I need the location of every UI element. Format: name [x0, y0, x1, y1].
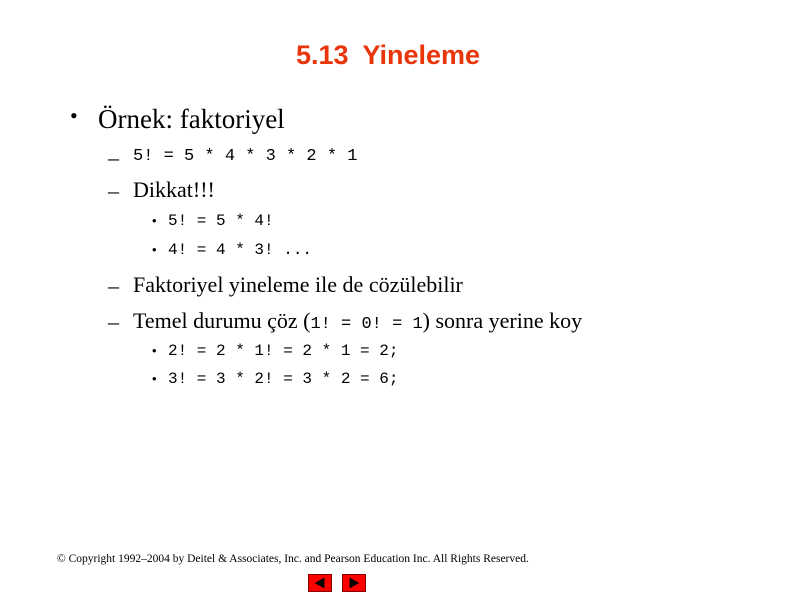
section-number: 5.13 — [295, 40, 349, 70]
previous-slide-button[interactable] — [308, 574, 332, 592]
next-slide-button[interactable] — [342, 574, 366, 592]
slide-title — [0, 40, 776, 71]
dash-mark: – — [108, 273, 119, 298]
dot-mark: • — [152, 343, 157, 358]
code-text: 3! = 3 * 2! = 3 * 2 = 6; — [168, 370, 399, 388]
subbullet-text: Dikkat!!! — [133, 177, 215, 202]
dash-mark: – — [108, 178, 119, 203]
right-arrow-icon — [343, 575, 365, 591]
dash-mark: – — [108, 145, 119, 170]
text-suffix: ) sonra yerine koy — [422, 308, 583, 333]
code-text: 5! = 5 * 4! — [168, 212, 274, 230]
bullet-mark: • — [70, 103, 78, 128]
dot-mark: • — [152, 242, 157, 257]
dash-mark: – — [108, 309, 119, 334]
subbullet-text — [133, 308, 582, 334]
text-prefix: Temel durumu çöz ( — [133, 308, 311, 333]
dot-mark: • — [152, 213, 157, 228]
left-arrow-icon — [309, 575, 331, 591]
title-text: Yineleme — [362, 40, 481, 70]
dot-mark: • — [152, 371, 157, 386]
bullet-text: Örnek: faktoriyel — [98, 104, 285, 134]
subbullet-text: Faktoriyel yineleme ile de cözülebilir — [133, 272, 463, 297]
code-text: 4! = 4 * 3! ... — [168, 241, 313, 259]
code-text: 2! = 2 * 1! = 2 * 1 = 2; — [168, 342, 399, 360]
code-text: 5! = 5 * 4 * 3 * 2 * 1 — [133, 147, 358, 166]
copyright-footer: © Copyright 1992–2004 by Deitel & Associates, Inc. and Pearson Education Inc. All Rights Reserved. — [57, 553, 529, 565]
inline-code: 1! = 0! = 1 — [310, 315, 423, 334]
